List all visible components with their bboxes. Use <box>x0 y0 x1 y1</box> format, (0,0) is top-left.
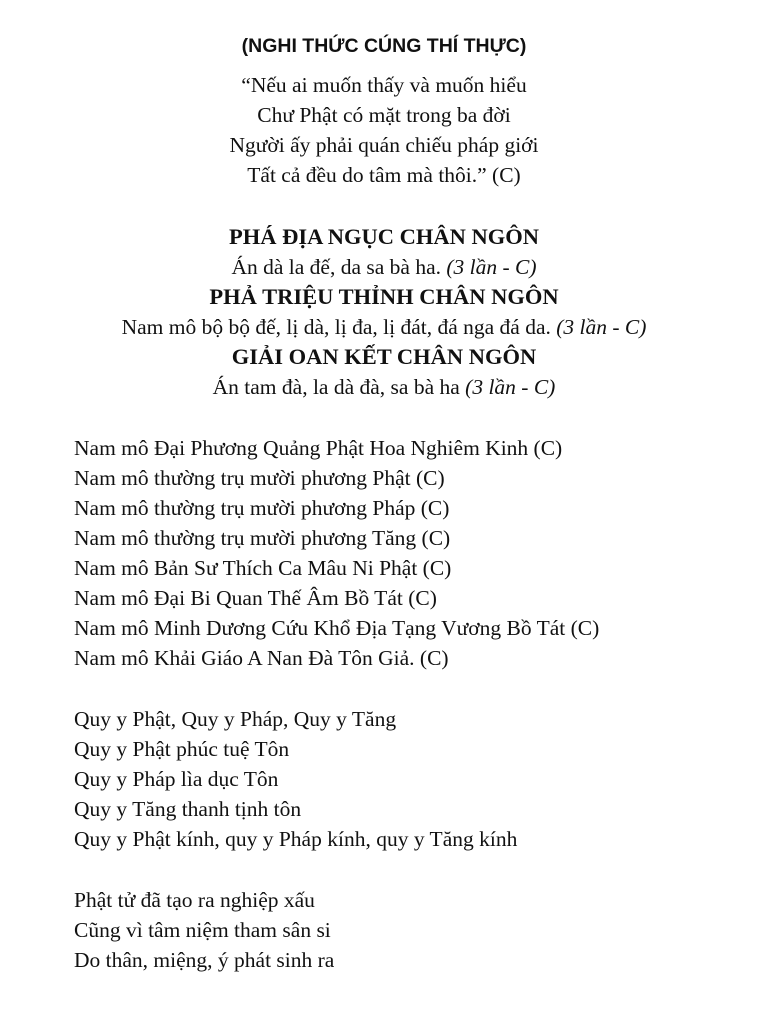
invocation-line: Nam mô Đại Phương Quảng Phật Hoa Nghiêm Kinh (C) <box>74 436 563 460</box>
mantra-heading: GIẢI OAN KẾT CHÂN NGÔN <box>231 344 537 369</box>
verse-line: “Nếu ai muốn thấy và muốn hiểu <box>241 73 527 97</box>
repentance-line: Cũng vì tâm niệm tham sân si <box>74 918 331 942</box>
invocation-line: Nam mô thường trụ mười phương Phật (C) <box>74 466 445 490</box>
refuge-line: Quy y Phật, Quy y Pháp, Quy y Tăng <box>74 707 397 731</box>
verse-line: Chư Phật có mặt trong ba đời <box>257 103 511 127</box>
mantra-repeat-note: (3 lần - C) <box>556 315 647 339</box>
verse-line: Tất cả đều do tâm mà thôi.” (C) <box>247 163 521 187</box>
page-title: (NGHI THỨC CÚNG THÍ THỰC) <box>241 35 527 57</box>
invocation-line: Nam mô Đại Bi Quan Thế Âm Bồ Tát (C) <box>74 586 437 610</box>
invocation-line: Nam mô thường trụ mười phương Tăng (C) <box>74 526 451 550</box>
verse-line: Người ấy phải quán chiếu pháp giới <box>229 133 539 157</box>
refuge-line: Quy y Pháp lìa dục Tôn <box>74 767 279 791</box>
opening-verse <box>0 70 768 190</box>
mantra-section <box>0 222 768 402</box>
mantra-repeat-note: (3 lần - C) <box>446 255 537 279</box>
repentance-line: Phật tử đã tạo ra nghiệp xấu <box>74 888 315 912</box>
invocation-line: Nam mô Bản Sư Thích Ca Mâu Ni Phật (C) <box>74 556 452 580</box>
mantra-heading: PHÁ ĐỊA NGỤC CHÂN NGÔN <box>228 224 539 249</box>
mantra-words: Nam mô bộ bộ đế, lị dà, lị đa, lị đát, đá nga đá da. <box>121 315 557 339</box>
refuge-line: Quy y Phật kính, quy y Pháp kính, quy y Tăng kính <box>74 827 518 851</box>
mantra-text <box>0 312 768 342</box>
mantra-text <box>0 252 768 282</box>
mantra-text <box>0 372 768 402</box>
invocation-line: Nam mô Khải Giáo A Nan Đà Tôn Giả. (C) <box>74 646 449 670</box>
refuge-section <box>74 704 754 854</box>
refuge-line: Quy y Tăng thanh tịnh tôn <box>74 797 302 821</box>
invocation-line: Nam mô thường trụ mười phương Pháp (C) <box>74 496 450 520</box>
repentance-line: Do thân, miệng, ý phát sinh ra <box>74 948 335 972</box>
invocation-line: Nam mô Minh Dương Cứu Khổ Địa Tạng Vương Bồ Tát (C) <box>74 616 600 640</box>
refuge-line: Quy y Phật phúc tuệ Tôn <box>74 737 290 761</box>
mantra-words: Án dà la đế, da sa bà ha. <box>231 255 447 279</box>
mantra-repeat-note: (3 lần - C) <box>465 375 556 399</box>
invocation-list <box>74 433 754 673</box>
repentance-section <box>74 885 754 975</box>
mantra-heading: PHẢ TRIỆU THỈNH CHÂN NGÔN <box>209 284 559 309</box>
mantra-words: Án tam đà, la dà đà, sa bà ha <box>212 375 466 399</box>
